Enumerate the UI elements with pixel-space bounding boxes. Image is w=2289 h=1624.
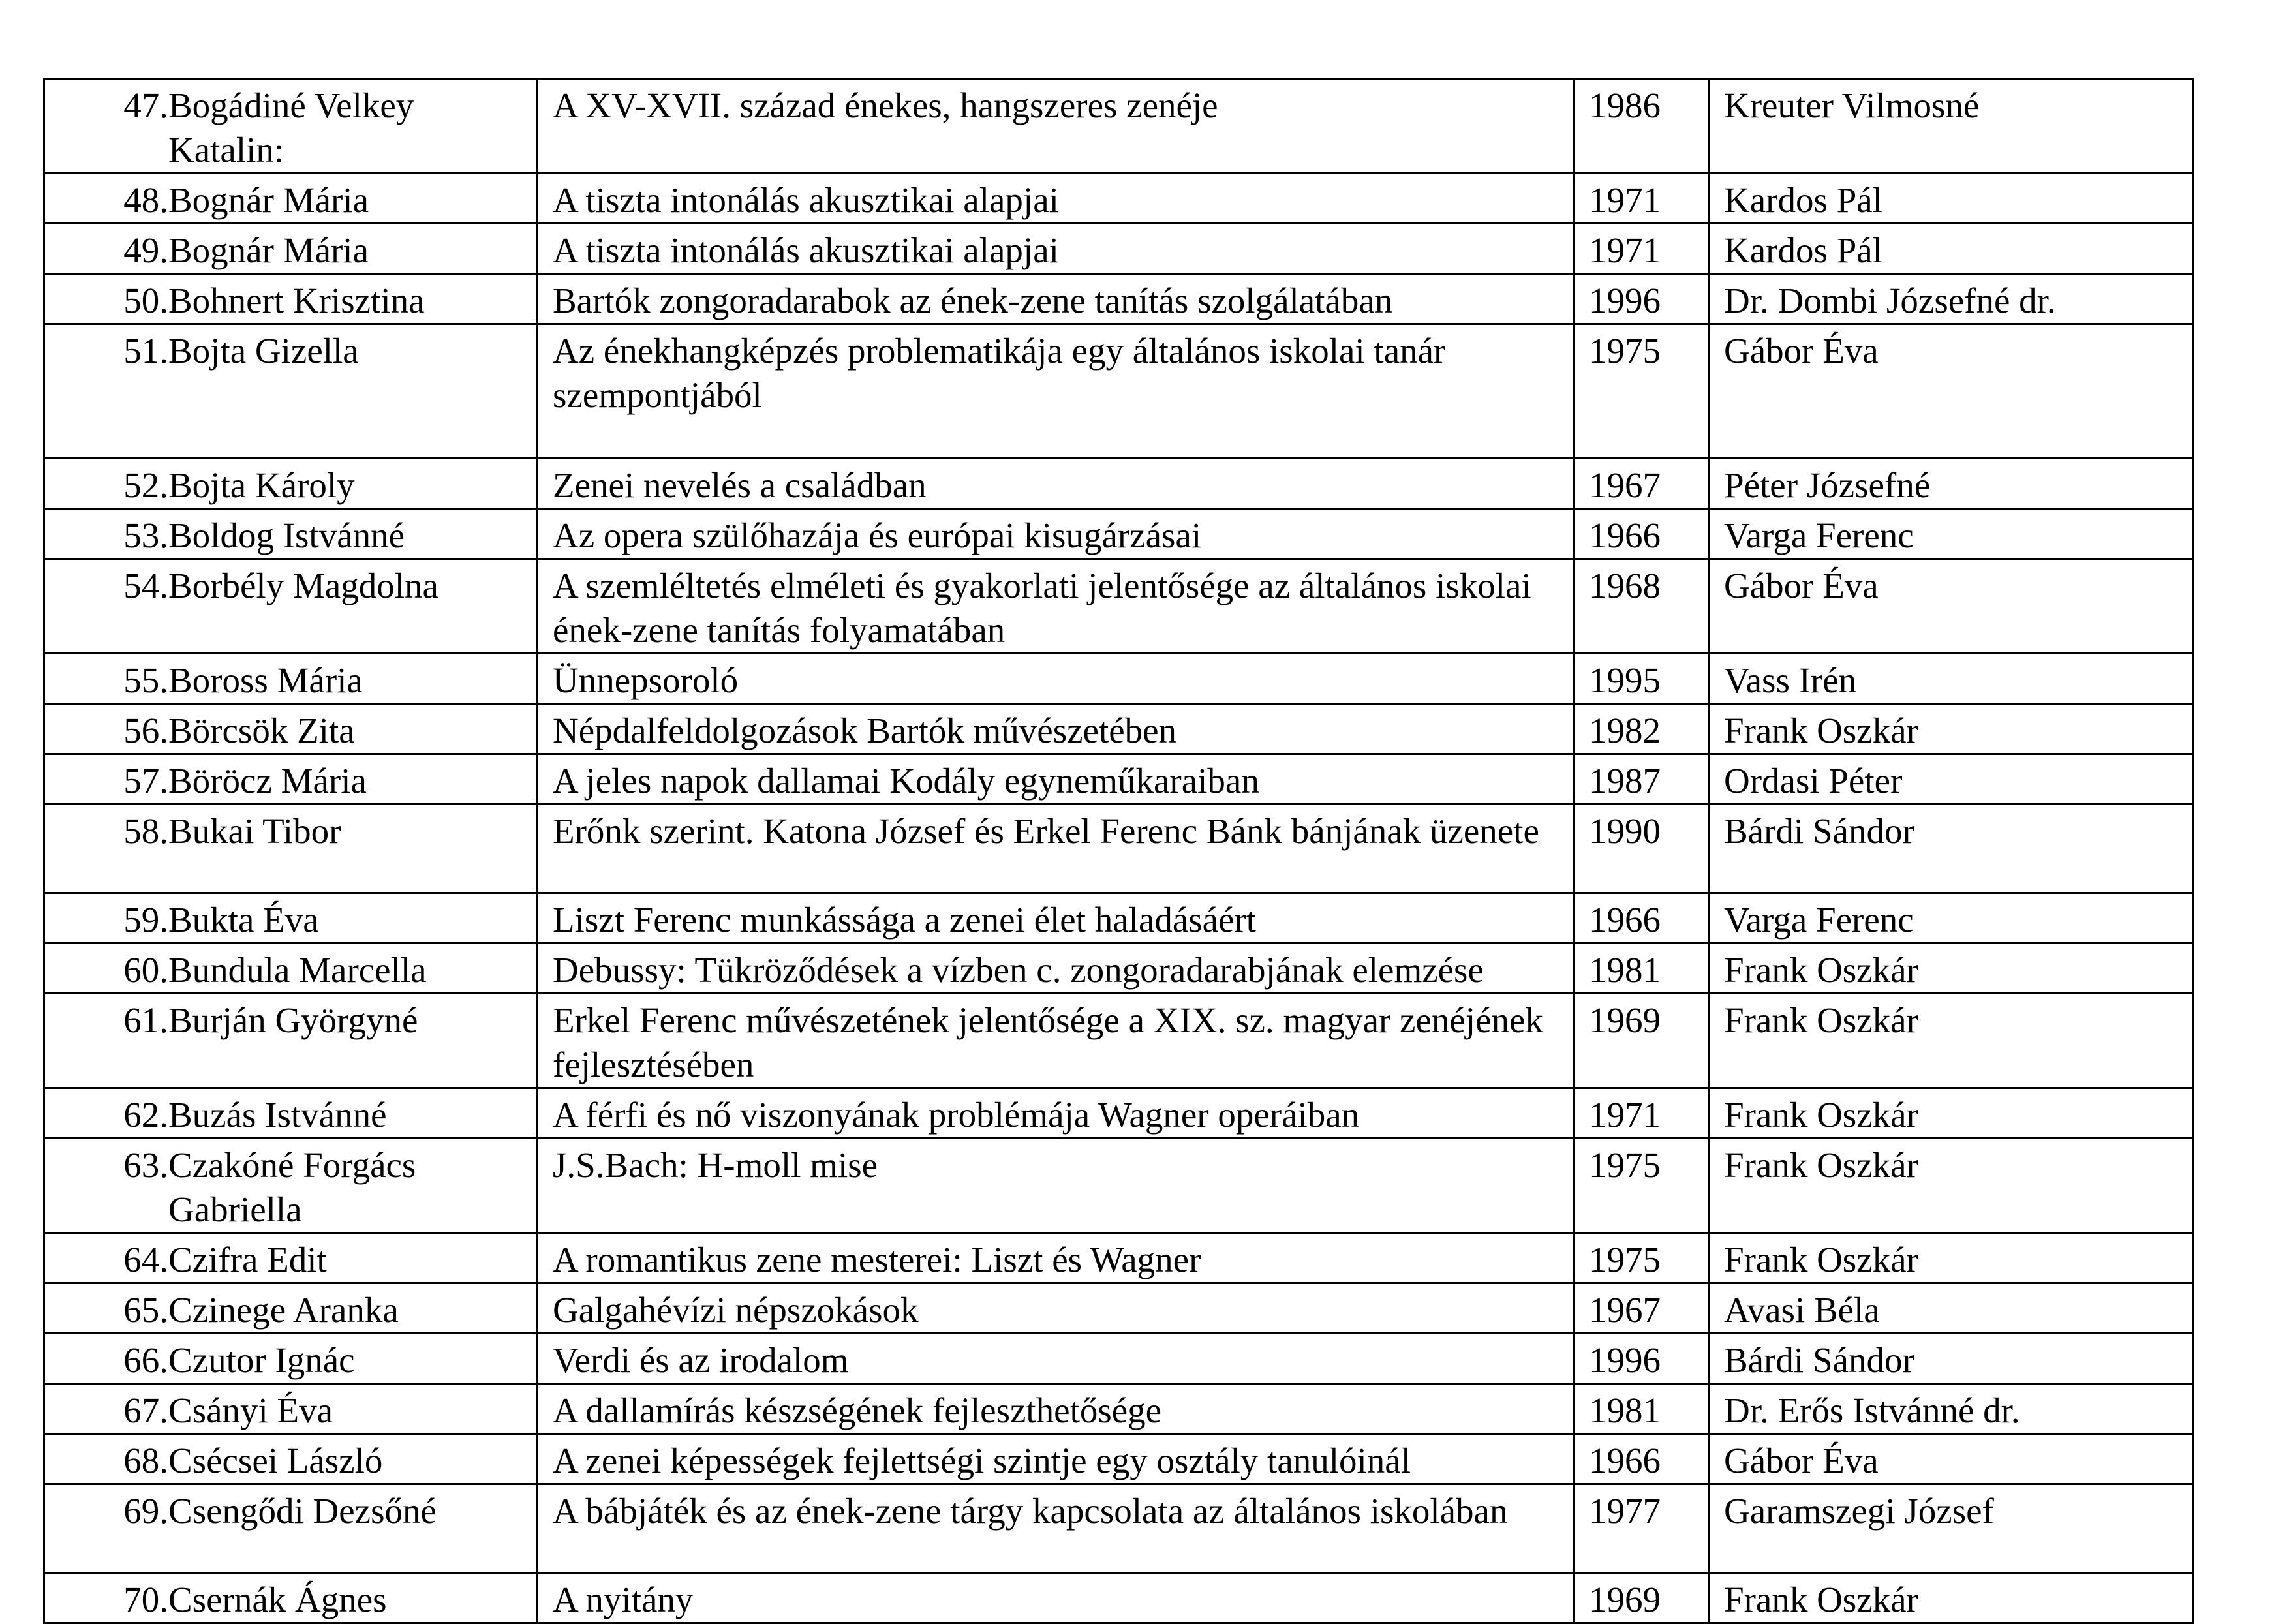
author-name: Csernák Ágnes bbox=[168, 1580, 387, 1619]
advisor-cell: Kardos Pál bbox=[1709, 224, 2194, 274]
table-row bbox=[44, 1434, 2194, 1484]
year-cell: 1975 bbox=[1574, 1139, 1709, 1233]
thesis-title-cell: A tiszta intonálás akusztikai alapjai bbox=[538, 174, 1574, 224]
advisor-cell: Frank Oszkár bbox=[1709, 994, 2194, 1088]
table-row bbox=[44, 174, 2194, 224]
author-cell bbox=[44, 274, 538, 324]
author-cell bbox=[44, 1233, 538, 1283]
thesis-title-cell: A XV-XVII. század énekes, hangszeres zenéje bbox=[538, 79, 1574, 174]
table-row bbox=[44, 1139, 2194, 1233]
author-name: Borbély Magdolna bbox=[168, 566, 438, 605]
author-name: Bognár Mária bbox=[168, 230, 369, 270]
author-name: Bojta Gizella bbox=[168, 331, 359, 371]
row-number: 62. bbox=[123, 1095, 168, 1135]
table-row bbox=[44, 943, 2194, 994]
thesis-title-cell: A bábjáték és az ének-zene tárgy kapcsolata az általános iskolában bbox=[538, 1484, 1574, 1573]
author-name: Czifra Edit bbox=[168, 1240, 327, 1279]
thesis-title-cell: A szemléltetés elméleti és gyakorlati jelentősége az általános iskolai ének-zene tanítás folyamatában bbox=[538, 559, 1574, 654]
row-number: 59. bbox=[123, 900, 168, 940]
author-name: Bukai Tibor bbox=[168, 811, 341, 851]
year-cell: 1987 bbox=[1574, 754, 1709, 804]
author-name: Bukta Éva bbox=[168, 900, 319, 940]
row-number: 69. bbox=[123, 1491, 168, 1531]
thesis-title-cell: Liszt Ferenc munkássága a zenei élet haladásáért bbox=[538, 893, 1574, 943]
thesis-title-cell: A jeles napok dallamai Kodály egyneműkaraiban bbox=[538, 754, 1574, 804]
advisor-cell: Gábor Éva bbox=[1709, 1434, 2194, 1484]
advisor-cell: Ordasi Péter bbox=[1709, 754, 2194, 804]
thesis-title-cell: Debussy: Tükröződések a vízben c. zongoradarabjának elemzése bbox=[538, 943, 1574, 994]
author-cell bbox=[44, 1139, 538, 1233]
table-row bbox=[44, 654, 2194, 704]
author-cell bbox=[44, 804, 538, 893]
author-name: Bundula Marcella bbox=[168, 950, 427, 990]
table-row bbox=[44, 1384, 2194, 1434]
advisor-cell: Avasi Béla bbox=[1709, 1283, 2194, 1334]
author-cell bbox=[44, 509, 538, 559]
year-cell: 1967 bbox=[1574, 459, 1709, 509]
author-cell bbox=[44, 174, 538, 224]
advisor-cell: Frank Oszkár bbox=[1709, 1088, 2194, 1139]
row-number: 66. bbox=[123, 1340, 168, 1380]
table-row bbox=[44, 804, 2194, 893]
advisor-cell: Dr. Dombi Józsefné dr. bbox=[1709, 274, 2194, 324]
year-cell: 1996 bbox=[1574, 1334, 1709, 1384]
year-cell: 1990 bbox=[1574, 804, 1709, 893]
author-cell bbox=[44, 754, 538, 804]
year-cell: 1981 bbox=[1574, 1384, 1709, 1434]
author-cell bbox=[44, 224, 538, 274]
thesis-title-cell: A zenei képességek fejlettségi szintje egy osztály tanulóinál bbox=[538, 1434, 1574, 1484]
thesis-title-cell: A nyitány bbox=[538, 1573, 1574, 1623]
table-row bbox=[44, 559, 2194, 654]
author-name: Burján Györgyné bbox=[168, 1000, 418, 1040]
row-number: 65. bbox=[123, 1290, 168, 1330]
thesis-title-cell: Népdalfeldolgozások Bartók művészetében bbox=[538, 704, 1574, 754]
advisor-cell: Varga Ferenc bbox=[1709, 509, 2194, 559]
year-cell: 1975 bbox=[1574, 1233, 1709, 1283]
advisor-cell: Gábor Éva bbox=[1709, 324, 2194, 459]
author-name: Boross Mária bbox=[168, 660, 363, 700]
thesis-title-cell: Zenei nevelés a családban bbox=[538, 459, 1574, 509]
author-cell bbox=[44, 324, 538, 459]
row-number: 53. bbox=[123, 515, 168, 555]
author-cell bbox=[44, 1384, 538, 1434]
advisor-cell: Vass Irén bbox=[1709, 654, 2194, 704]
advisor-cell: Kreuter Vilmosné bbox=[1709, 79, 2194, 174]
author-name: Bohnert Krisztina bbox=[168, 281, 425, 320]
row-number: 54. bbox=[123, 566, 168, 605]
table-row bbox=[44, 1233, 2194, 1283]
author-name: Buzás Istvánné bbox=[168, 1095, 387, 1135]
row-number: 50. bbox=[123, 281, 168, 320]
author-cell bbox=[44, 79, 538, 174]
thesis-title-cell: Erőnk szerint. Katona József és Erkel Ferenc Bánk bánjának üzenete bbox=[538, 804, 1574, 893]
author-name: Csányi Éva bbox=[168, 1390, 333, 1430]
author-name: Bojta Károly bbox=[168, 465, 355, 505]
row-number: 68. bbox=[123, 1441, 168, 1480]
row-number: 55. bbox=[123, 660, 168, 700]
year-cell: 1969 bbox=[1574, 994, 1709, 1088]
year-cell: 1967 bbox=[1574, 1283, 1709, 1334]
advisor-cell: Garamszegi József bbox=[1709, 1484, 2194, 1573]
author-name: Czakóné Forgács Gabriella bbox=[168, 1145, 416, 1229]
table-row bbox=[44, 79, 2194, 174]
table-row bbox=[44, 224, 2194, 274]
thesis-title-cell: Az opera szülőhazája és európai kisugárzásai bbox=[538, 509, 1574, 559]
table-row bbox=[44, 704, 2194, 754]
thesis-title-cell: Galgahévízi népszokások bbox=[538, 1283, 1574, 1334]
author-cell bbox=[44, 1283, 538, 1334]
row-number: 67. bbox=[123, 1390, 168, 1430]
row-number: 57. bbox=[123, 761, 168, 801]
table-row bbox=[44, 509, 2194, 559]
thesis-title-cell: A romantikus zene mesterei: Liszt és Wagner bbox=[538, 1233, 1574, 1283]
thesis-table bbox=[43, 78, 2194, 1624]
year-cell: 1966 bbox=[1574, 509, 1709, 559]
year-cell: 1996 bbox=[1574, 274, 1709, 324]
author-cell bbox=[44, 1088, 538, 1139]
thesis-title-cell: Erkel Ferenc művészetének jelentősége a XIX. sz. magyar zenéjének fejlesztésében bbox=[538, 994, 1574, 1088]
author-cell bbox=[44, 459, 538, 509]
advisor-cell: Varga Ferenc bbox=[1709, 893, 2194, 943]
table-row bbox=[44, 1283, 2194, 1334]
author-cell bbox=[44, 1334, 538, 1384]
year-cell: 1966 bbox=[1574, 1434, 1709, 1484]
year-cell: 1975 bbox=[1574, 324, 1709, 459]
author-cell bbox=[44, 704, 538, 754]
table-row bbox=[44, 459, 2194, 509]
author-cell bbox=[44, 654, 538, 704]
table-row bbox=[44, 994, 2194, 1088]
thesis-title-cell: A férfi és nő viszonyának problémája Wagner operáiban bbox=[538, 1088, 1574, 1139]
row-number: 47. bbox=[123, 85, 168, 125]
author-cell bbox=[44, 559, 538, 654]
author-name: Börcsök Zita bbox=[168, 711, 355, 750]
author-name: Böröcz Mária bbox=[168, 761, 367, 801]
advisor-cell: Frank Oszkár bbox=[1709, 1573, 2194, 1623]
row-number: 58. bbox=[123, 811, 168, 851]
author-name: Czutor Ignác bbox=[168, 1340, 355, 1380]
advisor-cell: Frank Oszkár bbox=[1709, 1139, 2194, 1233]
advisor-cell: Péter Józsefné bbox=[1709, 459, 2194, 509]
thesis-title-cell: Az énekhangképzés problematikája egy általános iskolai tanár szempontjából bbox=[538, 324, 1574, 459]
table-row bbox=[44, 1088, 2194, 1139]
row-number: 52. bbox=[123, 465, 168, 505]
row-number: 64. bbox=[123, 1240, 168, 1279]
table-row bbox=[44, 274, 2194, 324]
thesis-title-cell: J.S.Bach: H-moll mise bbox=[538, 1139, 1574, 1233]
table-row bbox=[44, 1334, 2194, 1384]
thesis-title-cell: Ünnepsoroló bbox=[538, 654, 1574, 704]
year-cell: 1995 bbox=[1574, 654, 1709, 704]
advisor-cell: Bárdi Sándor bbox=[1709, 804, 2194, 893]
year-cell: 1981 bbox=[1574, 943, 1709, 994]
advisor-cell: Gábor Éva bbox=[1709, 559, 2194, 654]
author-cell bbox=[44, 1484, 538, 1573]
author-name: Bognár Mária bbox=[168, 180, 369, 220]
thesis-title-cell: Verdi és az irodalom bbox=[538, 1334, 1574, 1384]
advisor-cell: Frank Oszkár bbox=[1709, 704, 2194, 754]
author-name: Boldog Istvánné bbox=[168, 515, 405, 555]
table-body bbox=[44, 79, 2194, 1623]
author-cell bbox=[44, 943, 538, 994]
year-cell: 1971 bbox=[1574, 224, 1709, 274]
table-row bbox=[44, 1484, 2194, 1573]
advisor-cell: Dr. Erős Istvánné dr. bbox=[1709, 1384, 2194, 1434]
year-cell: 1982 bbox=[1574, 704, 1709, 754]
author-cell bbox=[44, 893, 538, 943]
author-cell bbox=[44, 1573, 538, 1623]
row-number: 48. bbox=[123, 180, 168, 220]
table-row bbox=[44, 1573, 2194, 1623]
table-row bbox=[44, 754, 2194, 804]
year-cell: 1986 bbox=[1574, 79, 1709, 174]
author-cell bbox=[44, 994, 538, 1088]
row-number: 51. bbox=[123, 331, 168, 371]
year-cell: 1969 bbox=[1574, 1573, 1709, 1623]
advisor-cell: Frank Oszkár bbox=[1709, 1233, 2194, 1283]
thesis-title-cell: Bartók zongoradarabok az ének-zene tanítás szolgálatában bbox=[538, 274, 1574, 324]
table-row bbox=[44, 893, 2194, 943]
row-number: 49. bbox=[123, 230, 168, 270]
year-cell: 1966 bbox=[1574, 893, 1709, 943]
advisor-cell: Frank Oszkár bbox=[1709, 943, 2194, 994]
row-number: 70. bbox=[123, 1580, 168, 1619]
year-cell: 1971 bbox=[1574, 174, 1709, 224]
year-cell: 1968 bbox=[1574, 559, 1709, 654]
table-row bbox=[44, 324, 2194, 459]
author-name: Csécsei László bbox=[168, 1441, 383, 1480]
year-cell: 1971 bbox=[1574, 1088, 1709, 1139]
row-number: 60. bbox=[123, 950, 168, 990]
row-number: 63. bbox=[123, 1145, 168, 1185]
author-cell bbox=[44, 1434, 538, 1484]
thesis-title-cell: A dallamírás készségének fejleszthetősége bbox=[538, 1384, 1574, 1434]
author-name: Czinege Aranka bbox=[168, 1290, 399, 1330]
row-number: 61. bbox=[123, 1000, 168, 1040]
thesis-title-cell: A tiszta intonálás akusztikai alapjai bbox=[538, 224, 1574, 274]
year-cell: 1977 bbox=[1574, 1484, 1709, 1573]
advisor-cell: Bárdi Sándor bbox=[1709, 1334, 2194, 1384]
row-number: 56. bbox=[123, 711, 168, 750]
author-name: Csengődi Dezsőné bbox=[168, 1491, 437, 1531]
advisor-cell: Kardos Pál bbox=[1709, 174, 2194, 224]
author-name: Bogádiné Velkey Katalin: bbox=[168, 85, 414, 170]
